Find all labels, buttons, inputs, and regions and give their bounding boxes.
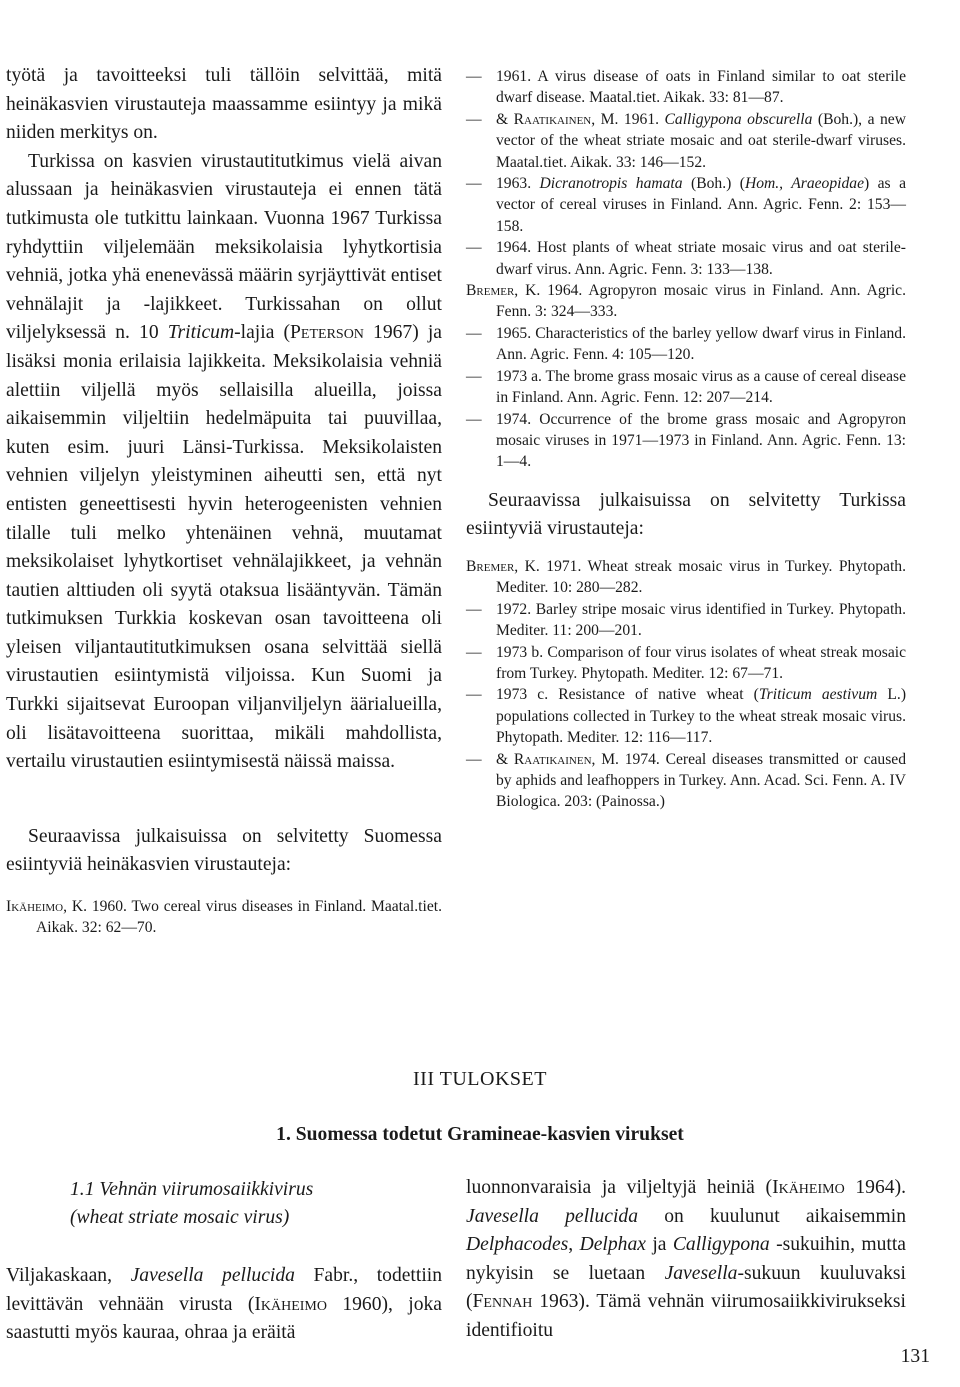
author-name: Ikäheimo <box>772 1177 845 1198</box>
ditto-dash: — <box>466 68 482 85</box>
left-column <box>6 62 442 939</box>
reference-entry <box>466 237 906 280</box>
body-text: -sukuun kuuluvaksi ( <box>466 1262 906 1313</box>
reference-text: 1973 a. The brome grass mosaic virus as a cause of cereal disease in Finland. Ann. Agric. Fenn. 12: 207—214. <box>496 367 906 407</box>
species-name: Dicranotropis hamata <box>539 175 683 193</box>
author-name: Ikäheimo <box>6 898 64 916</box>
ditto-dash: — <box>466 367 482 385</box>
body-text: 1967) ja lisäksi monia erilaisia lajikkeita. Meksikolaisia vehniä alettiin viljellä myös sellaisilla alueilla, joissa aikaisemmin viljeltiin hedelmäpuita tai puuvillaa, kuten esim. juuri Länsi-Turkissa. Meksikolaisten vehnien viljelyn yleistyminen aiheutti sen, että nyt entisten geneettisesti hyvin heterogeenisten vehnien tilalle tuli melko yhtenäinen vehnä, muutamat meksikolaiset lyhytkortiset vehnälajikkeet, ja vehnän tautien alttiuden oli syytä otaksua lisääntyvän. Tämän tutkimuksen Turkkia koskevan osan tavoitteena oli yleisen viljantautitutkimuksen osana selvittää siellä virustautien esiintymistä viljoissa. Kun Suomi ja Turkki sijaitsevat Euroopan viljanviljelyn äärialueilla, oli lisätavoitteena suorittaa, mikäli mahdollista, vertailu virustautien esiintymisestä näissä maissa. <box>6 322 442 773</box>
reference-entry <box>466 323 906 366</box>
taxon-name: Hom., Araeopidae <box>744 175 864 193</box>
body-text: 1964). <box>844 1177 906 1198</box>
reference-text: (Boh.) ( <box>682 175 745 193</box>
reference-entry <box>6 896 442 939</box>
reference-entry <box>466 749 906 813</box>
reference-text: ) as a vector of cereal viruses in Finland. Ann. Agric. Fenn. 2: 153—158. <box>496 175 906 235</box>
page-number: 131 <box>900 1346 930 1367</box>
reference-text: 1964. Host plants of wheat striate mosaic virus and oat sterile-dwarf virus. Ann. Agric. Fenn. 3: 133—138. <box>496 239 906 278</box>
ditto-dash: — <box>466 643 482 661</box>
author-name: Fennah <box>472 1291 533 1313</box>
body-text: on kuulunut aikaisemmin <box>638 1205 906 1227</box>
ditto-dash: — <box>466 324 482 342</box>
reference-text: (Boh.), a new vector of the wheat striate mosaic and oat sterile-dwarf viruses. Maatal.tiet. Aikak. 33: 146—152. <box>496 110 906 171</box>
body-text: , <box>568 1234 580 1256</box>
ditto-dash: — <box>466 110 482 128</box>
reference-text: 1974. Occurrence of the brome grass mosaic and Agropyron mosaic viruses in 1971—1973 in Finland. Ann. Agric. Fenn. 13: 1—4. <box>496 410 906 471</box>
reference-text: , M. 1961. <box>591 110 665 128</box>
genus-name: Javesella <box>664 1262 738 1284</box>
finland-refs-heading: Seuraavissa julkaisuissa on selvitetty Suomessa esiintyviä heinäkasvien virustauteja: <box>6 825 442 876</box>
species-name: Javesella pellucida <box>466 1205 639 1227</box>
subsection-number: 1.1 <box>70 1179 95 1200</box>
reference-entry <box>466 684 906 748</box>
reference-entry <box>466 280 906 323</box>
bottom-right-paragraph <box>466 1174 906 1346</box>
finland-reference-list <box>466 66 906 473</box>
ditto-dash: — <box>466 750 482 768</box>
reference-text: & <box>496 110 514 128</box>
author-name: Bremer <box>466 557 515 575</box>
body-paragraph-2 <box>6 148 442 777</box>
section-title: III TULOKSET <box>413 1068 547 1090</box>
ditto-dash: — <box>466 600 482 618</box>
reference-text: , K. 1971. Wheat streak mosaic virus in Turkey. Phytopath. Mediter. 10: 280—282. <box>496 557 906 597</box>
reference-text: L.) populations collected in Turkey to the wheat streak mosaic virus. Phytopath. Mediter. 12: 116—117. <box>496 686 907 747</box>
virus-name-line <box>70 1176 390 1204</box>
genus-name: Delphacodes <box>466 1234 569 1256</box>
author-name: Peterson <box>290 322 364 344</box>
reference-text: 1972. Barley stripe mosaic virus identified in Turkey. Phytopath. Mediter. 11: 200—201. <box>496 600 906 640</box>
turkey-reference-list <box>466 556 906 813</box>
reference-text: 1973 c. Resistance of native wheat ( <box>496 686 759 704</box>
virus-name: Vehnän viirumosaiikkivirus <box>99 1179 314 1200</box>
body-text: 1960), joka saastutti myös kauraa, ohraa ja eräitä <box>6 1293 442 1344</box>
reference-text: & <box>496 750 514 768</box>
reference-entry <box>466 109 906 173</box>
body-text: -lajia ( <box>234 322 291 344</box>
body-text: Turkissa on kasvien virustautitutkimus vielä aivan alussaan ja heinäkasvien virustauteja ei ennen tätä tutkimusta ole tutkittu lainkaan. Vuonna 1967 Turkissa ryhdyttiin viljelemään meksikolaisia lyhytkortisia vehniä, jotka yhä enenevässä määrin syrjäyttivät entiset vehnälajit ja -lajikkeet. Turkissahan on ollut viljelyksessä n. 10 <box>6 150 442 344</box>
body-text: Fabr., todettiin levittävän vehnään virusta ( <box>6 1265 443 1315</box>
reference-text: , M. 1974. Cereal diseases transmitted or caused by aphids and leafhoppers in Turkey. Ann. Acad. Sci. Fenn. A. IV Biologica. 203: (Painossa.) <box>496 750 906 811</box>
bottom-left-paragraph <box>6 1262 442 1348</box>
virus-subheading <box>70 1176 390 1232</box>
author-name: Raatikainen <box>513 750 592 768</box>
reference-entry <box>466 66 906 109</box>
body-text: ja <box>645 1234 673 1256</box>
species-name: Triticum <box>167 322 235 344</box>
genus-name: Calligypona <box>672 1234 770 1256</box>
ditto-dash: — <box>466 175 482 193</box>
ditto-dash: — <box>466 239 482 257</box>
author-name: Bremer <box>466 282 515 300</box>
reference-entry <box>466 366 906 409</box>
virus-english-name: (wheat striate mosaic virus) <box>70 1207 290 1228</box>
reference-text: , K. 1960. Two cereal virus diseases in Finland. Maatal.tiet. Aikak. 32: 62—70. <box>36 898 442 937</box>
reference-entry <box>466 599 906 642</box>
author-name: Raatikainen <box>513 110 592 128</box>
reference-text: 1973 b. Comparison of four virus isolates of wheat streak mosaic from Turkey. Phytopath. Mediter. 12: 67—71. <box>496 643 906 682</box>
body-text: luonnonvaraisia ja viljeltyjä heiniä ( <box>466 1177 773 1198</box>
subsection-title: 1. Suomessa todetut Gramineae-kasvien virukset <box>276 1124 684 1145</box>
reference-text: 1965. Characteristics of the barley yellow dwarf virus in Finland. Ann. Agric. Fenn. 4: 105—120. <box>496 324 906 364</box>
ditto-dash: — <box>466 686 482 704</box>
turkey-refs-heading: Seuraavissa julkaisuissa on selvitetty Turkissa esiintyviä virustauteja: <box>466 489 906 540</box>
reference-entry <box>466 409 906 473</box>
body-text: -sukuihin, mutta nykyisin se luetaan <box>466 1234 906 1284</box>
reference-text: 1963. <box>496 175 540 193</box>
species-name: Javesella pellucida <box>130 1265 295 1286</box>
genus-name: Delphax <box>579 1234 646 1256</box>
reference-text: 1961. A virus disease of oats in Finland similar to oat sterile dwarf disease. Maatal.tiet. Aikak. 33: 81—87. <box>496 68 906 107</box>
species-name: Triticum aestivum <box>758 686 878 704</box>
reference-entry <box>466 173 906 237</box>
body-text: 1963). Tämä vehnän viirumosaiikkivirukseksi identifioitu <box>466 1291 906 1341</box>
body-paragraph-1: työtä ja tavoitteeksi tuli tällöin selvittää, mitä heinäkasvien virustauteja maassamme esiintyy ja mikä niiden merkitys on. <box>6 65 442 144</box>
reference-text: , K. 1964. Agropyron mosaic virus in Finland. Ann. Agric. Fenn. 3: 324—333. <box>496 282 906 321</box>
reference-entry <box>466 556 906 599</box>
reference-entry <box>466 642 906 685</box>
left-reference-list <box>6 896 442 939</box>
right-column <box>466 66 906 813</box>
author-name: Ikäheimo <box>254 1293 327 1315</box>
body-text: Viljakaskaan, <box>6 1265 131 1286</box>
species-name: Calligypona obscurella <box>664 110 813 128</box>
ditto-dash: — <box>466 410 482 428</box>
